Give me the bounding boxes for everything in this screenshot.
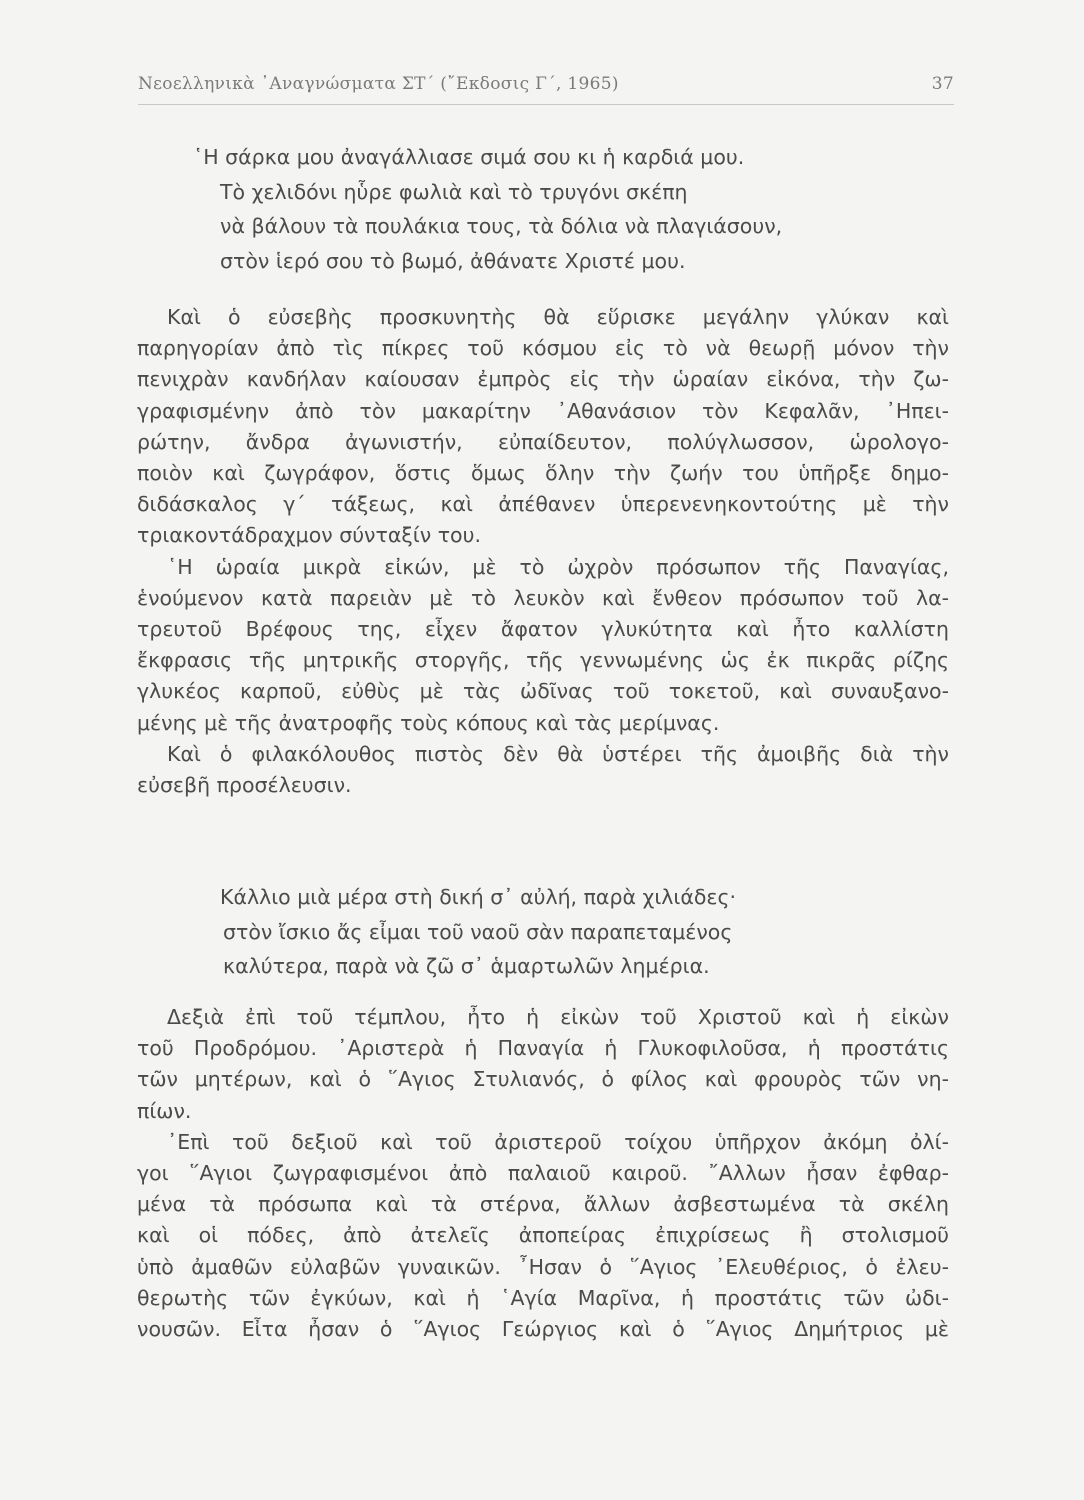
text-line: μένης μὲ τῆς ἀνατροφῆς τοὺς κόπους καὶ τὰς μερίμνας. (137, 710, 720, 735)
text-line: ἔκφρασις τῆς μητρικῆς στοργῆς, τῆς γεννωμένης ὡς ἐκ πικρᾶς ρίζης (137, 648, 949, 673)
verse-line: στὸν ἴσκιο ἄς εἶμαι τοῦ ναοῦ σὰν παραπεταμένος (223, 919, 733, 944)
text-line: γλυκέος καρποῦ, εὐθὺς μὲ τὰς ὠδῖνας τοῦ τοκετοῦ, καὶ συναυξανο- (137, 679, 949, 704)
prose-block-1 (137, 302, 949, 801)
prose-block-2 (137, 1002, 949, 1345)
paragraph (137, 1127, 949, 1345)
text-line: πενιχρὰν κανδήλαν καίουσαν ἐμπρὸς εἰς τὴν ὡραίαν εἰκόνα, τὴν ζω- (137, 367, 949, 392)
verse-line: στὸν ἱερό σου τὸ βωμό, ἀθάνατε Χριστέ μου. (220, 248, 686, 273)
text-line: ποιὸν καὶ ζωγράφον, ὅστις ὅμως ὅλην τὴν ζωήν του ὑπῆρξε δημο- (137, 461, 949, 486)
text-line: ἑνούμενον κατὰ παρειὰν μὲ τὸ λευκὸν καὶ ἔνθεον πρόσωπον τοῦ λα- (137, 585, 949, 610)
text-line: τῶν μητέρων, καὶ ὁ ῞Αγιος Στυλιανός, ὁ φίλος καὶ φρουρὸς τῶν νη- (137, 1067, 949, 1092)
verse-line: ῾Η σάρκα μου ἀναγάλλιασε σιμά σου κι ἡ καρδιά μου. (193, 145, 745, 169)
page-number: 37 (931, 74, 954, 94)
text-line: ῾Η ὡραία μικρὰ εἰκών, μὲ τὸ ὠχρὸν πρόσωπον τῆς Παναγίας, (167, 554, 949, 579)
text-line: καὶ οἱ πόδες, ἀπὸ ἀτελεῖς ἀποπείρας ἐπιχρίσεως ἢ στολισμοῦ (137, 1223, 949, 1248)
text-line: πίων. (137, 1098, 192, 1123)
text-line: εὐσεβῆ προσέλευσιν. (137, 773, 352, 798)
text-line: γοι ῞Αγιοι ζωγραφισμένοι ἀπὸ παλαιοῦ καιροῦ. ῎Αλλων ἦσαν ἐφθαρ- (137, 1161, 949, 1186)
text-line: νουσῶν. Εἶτα ἦσαν ὁ ῞Αγιος Γεώργιος καὶ ὁ ῞Αγιος Δημήτριος μὲ (137, 1317, 949, 1342)
text-line: Καὶ ὁ φιλακόλουθος πιστὸς δὲν θὰ ὑστέρει τῆς ἀμοιβῆς διὰ τὴν (167, 741, 949, 766)
running-head (138, 70, 954, 105)
text-line: διδάσκαλος γ΄ τάξεως, καὶ ἀπέθανεν ὑπερενενηκοντούτης μὲ τὴν (137, 492, 949, 517)
text-line: μένα τὰ πρόσωπα καὶ τὰ στέρνα, ἄλλων ἀσβεστωμένα τὰ σκέλη (137, 1192, 949, 1217)
verse-stanza-1 (193, 140, 782, 278)
text-line: ὑπὸ ἀμαθῶν εὐλαβῶν γυναικῶν. ῏Ησαν ὁ ῞Αγιος ᾿Ελευθέριος, ὁ ἐλευ- (137, 1254, 949, 1279)
text-line: θερωτὴς τῶν ἐγκύων, καὶ ἡ ῾Αγία Μαρῖνα, ἡ προστάτις τῶν ὠδι- (137, 1285, 949, 1310)
verse-line: Τὸ χελιδόνι ηὗρε φωλιὰ καὶ τὸ τρυγόνι σκέπη (220, 179, 688, 204)
verse-line: νὰ βάλουν τὰ πουλάκια τους, τὰ δόλια νὰ πλαγιάσουν, (220, 214, 783, 238)
text-line: παρηγορίαν ἀπὸ τὶς πίκρες τοῦ κόσμου εἰς τὸ νὰ θεωρῇ μόνον τὴν (137, 336, 949, 361)
verse-line: καλύτερα, παρὰ νὰ ζῶ σ᾿ ἁμαρτωλῶν λημέρια. (223, 954, 710, 978)
paragraph (137, 739, 949, 801)
verse-stanza-2 (220, 880, 736, 984)
running-head-title: Νεοελληνικὰ ᾿Αναγνώσματα ΣΤ΄ (῎Εκδοσις Γ΄, 1965) (138, 74, 619, 94)
text-line: τοῦ Προδρόμου. ᾿Αριστερὰ ἡ Παναγία ἡ Γλυκοφιλοῦσα, ἡ προστάτις (137, 1036, 949, 1061)
paragraph (137, 1002, 949, 1127)
verse-line: Κάλλιο μιὰ μέρα στὴ δική σ᾿ αὐλή, παρὰ χιλιάδες· (220, 885, 737, 909)
text-line: γραφισμένην ἀπὸ τὸν μακαρίτην ᾿Αθανάσιον τὸν Κεφαλᾶν, ᾿Ηπει- (137, 398, 949, 423)
text-line: τρευτοῦ Βρέφους της, εἶχεν ἄφατον γλυκύτητα καὶ ἦτο καλλίστη (137, 617, 949, 642)
paragraph (137, 302, 949, 552)
text-line: Καὶ ὁ εὐσεβὴς προσκυνητὴς θὰ εὕρισκε μεγάλην γλύκαν καὶ (167, 305, 949, 329)
text-line: ᾿Επὶ τοῦ δεξιοῦ καὶ τοῦ ἀριστεροῦ τοίχου ὑπῆρχον ἀκόμη ὀλί- (167, 1129, 949, 1154)
text-line: τριακοντάδραχμον σύνταξίν του. (137, 523, 481, 548)
paragraph (137, 552, 949, 739)
text-line: ρώτην, ἄνδρα ἀγωνιστήν, εὐπαίδευτον, πολύγλωσσον, ὡρολογο- (137, 429, 949, 454)
text-line: Δεξιὰ ἐπὶ τοῦ τέμπλου, ἦτο ἡ εἰκὼν τοῦ Χριστοῦ καὶ ἡ εἰκὼν (167, 1005, 949, 1029)
